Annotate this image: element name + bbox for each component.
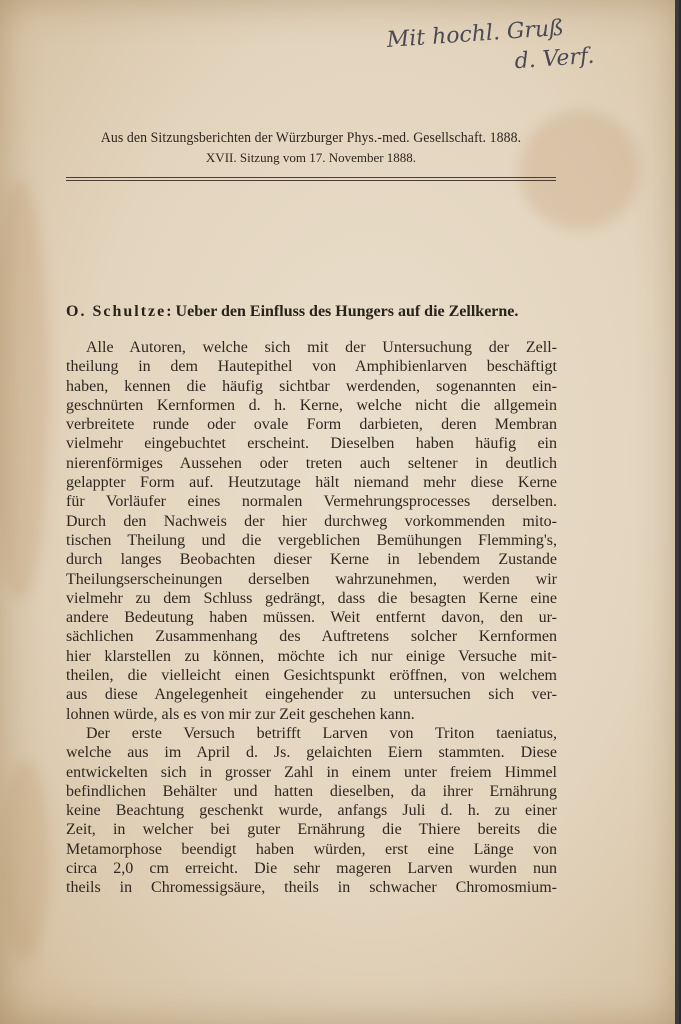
- paper-stain: [0, 760, 50, 960]
- publication-header: [66, 130, 556, 166]
- handwritten-dedication: [386, 10, 620, 96]
- body-text-line: tischen Theilung und die vergeblichen Bemühungen Flemming's,: [66, 531, 557, 549]
- body-text-line: Durch den Nachweis der hier durchweg vorkommenden mito-: [66, 512, 557, 530]
- page-edge-shadow: [675, 0, 679, 1024]
- body-text-line: durch langes Beobachten dieser Kerne in lebendem Zustande: [66, 551, 557, 569]
- body-text-line: sächlichen Zusammenhang des Auftretens solcher Kernformen: [66, 628, 557, 646]
- body-text-line: für Vorläufer eines normalen Vermehrungsprocesses derselben.: [66, 493, 557, 511]
- body-text-line: andere Bedeutung haben müssen. Weit entfernt davon, den ur-: [66, 609, 557, 627]
- body-text-line: Alle Autoren, welche sich mit der Untersuchung der Zell-: [86, 339, 557, 356]
- body-text-line: keine Beachtung geschenkt wurde, anfangs Juli d. h. zu einer: [66, 802, 557, 820]
- body-text-line: gelappter Form auf. Heutzutage hält niemand mehr diese Kerne: [66, 474, 557, 492]
- article-title: [66, 303, 558, 321]
- header-source: Aus den Sitzungsberichten der Würzburger Phys.-med. Gesellschaft. 1888.: [100, 130, 522, 146]
- handwritten-line-1: Mit hochl. Gruß: [385, 15, 565, 54]
- body-text-line: vielmehr eingebuchtet erscheint. Dieselben haben häufig ein: [66, 435, 557, 453]
- body-text-line: nierenförmiges Aussehen oder treten auch seltener in deutlich: [66, 454, 557, 472]
- body-text-line: theilung in dem Hautepithel von Amphibienlarven beschäftigt: [66, 358, 557, 376]
- handwritten-line-2: d. Verf.: [513, 43, 596, 75]
- body-text-line: Zeit, in welcher bei guter Ernährung die Thiere bereits die: [66, 821, 557, 839]
- body-text-line: Der erste Versuch betrifft Larven von Triton taeniatus,: [86, 724, 557, 742]
- body-text-line: verbreitete runde oder ovale Form darbieten, deren Membran: [66, 416, 557, 434]
- paper-stain: [520, 110, 640, 230]
- body-text-line: circa 2,0 cm erreicht. Die sehr mageren Larven wurden nun: [66, 860, 557, 878]
- body-text-line: Theilungserscheinungen derselben wahrzunehmen, werden wir: [66, 570, 557, 588]
- article-author: O. Schultze: [66, 303, 167, 320]
- body-text-line: haben, kennen die häufig sichtbar werdenden, sogenannten ein-: [66, 377, 557, 395]
- body-text-line: theilen, die vielleicht einen Gesichtspunkt eröffnen, von welchem: [66, 667, 557, 685]
- article-body: [66, 338, 557, 898]
- header-session: XVII. Sitzung vom 17. November 1888.: [205, 150, 417, 165]
- body-text-line: lohnen würde, als es von mir zur Zeit geschehen kann.: [66, 705, 415, 723]
- body-text-line: hier klarstellen zu können, möchte ich nur einige Versuche mit-: [66, 647, 557, 665]
- body-text-line: vielmehr zu dem Schluss gedrängt, dass die besagten Kerne eine: [66, 589, 557, 607]
- body-text-line: welche aus im April d. Js. gelaichten Eiern stammten. Diese: [66, 744, 557, 762]
- body-text-line: entwickelten sich in grosser Zahl in einem unter freiem Himmel: [66, 763, 557, 781]
- body-text-line: geschnürten Kernformen d. h. Kerne, welche nicht die allgemein: [66, 396, 557, 414]
- body-text-line: aus diese Angelegenheit eingehender zu untersuchen sich ver-: [66, 686, 557, 704]
- paper-stain: [0, 180, 50, 600]
- header-rule-bottom: [66, 180, 556, 181]
- header-rule-top: [66, 177, 556, 178]
- body-text-line: theils in Chromessigsäure, theils in schwacher Chromosmium-: [66, 879, 557, 897]
- body-text-line: befindlichen Behälter und hatten dieselben, da ihrer Ernährung: [66, 782, 557, 800]
- article-title-text: : Ueber den Einfluss des Hungers auf die Zellkerne.: [166, 303, 519, 320]
- body-text-line: Metamorphose beendigt haben würden, erst eine Länge von: [66, 840, 557, 858]
